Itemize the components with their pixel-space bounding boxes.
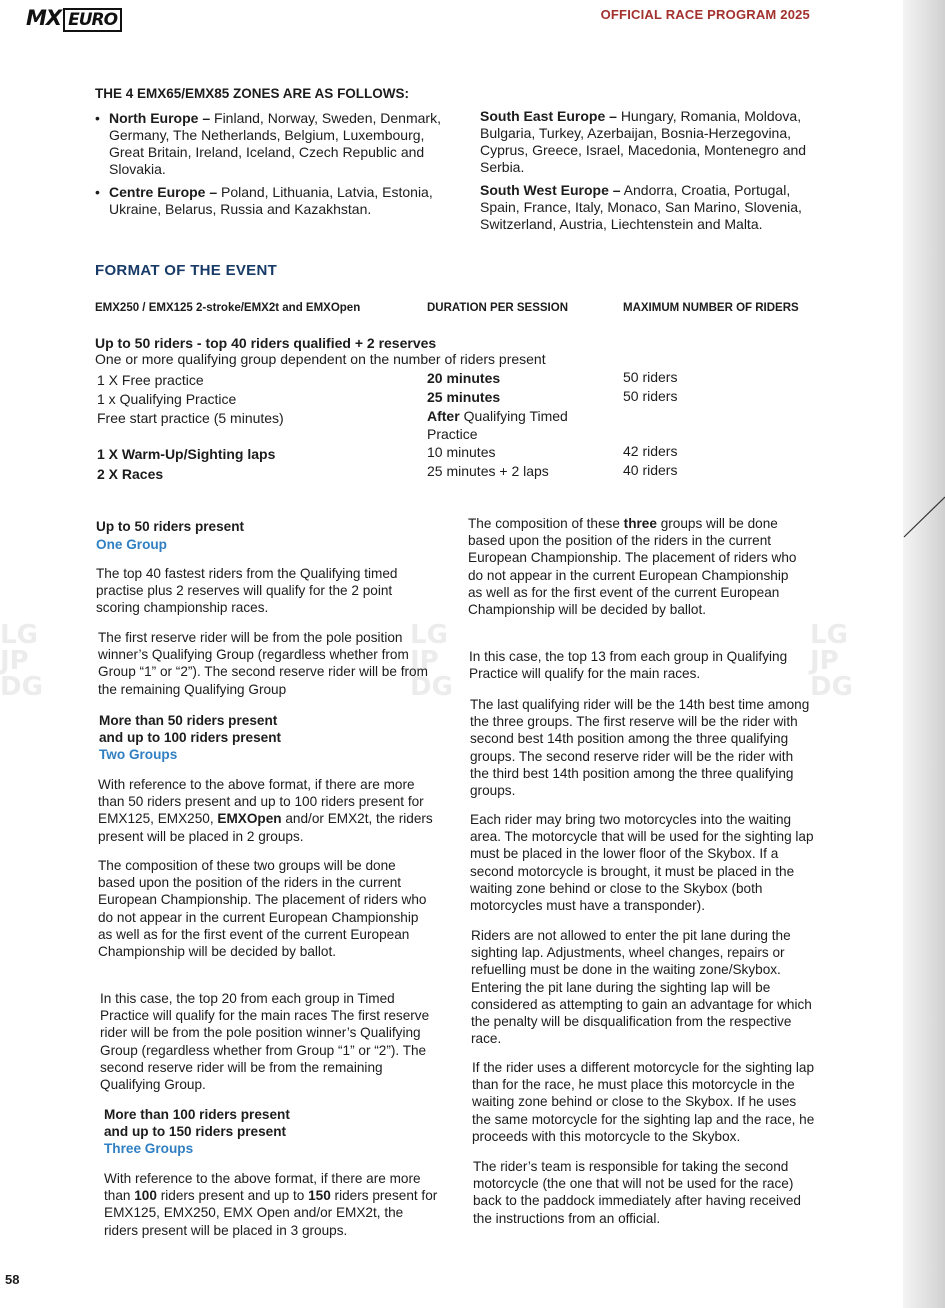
section-title: FORMAT OF THE EVENT [95,262,278,279]
paragraph: If the rider uses a different motorcycle for the sighting lap than for the race, he must place this motorcycle in the waiting zone behind or close to the Skybox. If he uses the same motorcycle for the sighting lap and the race, he proceeds with this motorcycle to the Skybox. [472,1060,815,1144]
paragraph: The last qualifying rider will be the 14th best time among the three groups. The first reserve will be the rider with second best 14th position among the three qualifying groups. The second reserve rider will be the rider with the third best 14th position among the three qualifying groups. [470,697,810,799]
paragraph: With reference to the above format, if there are more than 50 riders present and up to 100 riders present for EMX125, EMX250, EMXOpen and/or EMX2t, the riders present will be placed in 2 groups. [98,777,433,844]
table-cell-session: 1 X Free practice [97,372,204,388]
program-title: OFFICIAL RACE PROGRAM 2025 [600,7,810,22]
table-cell-duration: After Qualifying Timed Practice [427,408,568,442]
format-intro: One or more qualifying group dependent on the number of riders present [95,351,546,367]
subsection-subheading: Two Groups [99,747,178,762]
table-cell-session: 1 X Warm-Up/Sighting laps [97,446,276,462]
paragraph: The composition of these two groups will be done based upon the position of the riders in the current European Championship. The placement of riders who do not appear in the current European Championship as well as for the first event of the current European Championship will be decided by ballot. [98,858,427,960]
paragraph: Each rider may bring two motorcycles into the waiting area. The motorcycle that will be used for the sighting lap must be placed in the lower floor of the Skybox. If a second motorcycle is brought, it must be placed in the waiting zone behind or close to the Skybox (both motorcycles must have a transponder). [470,812,814,914]
paragraph: The top 40 fastest riders from the Qualifying timed practise plus 2 reserves will qualify for the 2 point scoring championship races. [96,566,398,616]
zone-item: South East Europe – Hungary, Romania, Moldova, Bulgaria, Turkey, Azerbaijan, Bosnia-Herzegovina, Cyprus, Greece, Israel, Macedonia, Montenegro and Serbia. [480,108,807,175]
paragraph: In this case, the top 20 from each group in Timed Practice will qualify for the main races The first reserve rider will be from the pole position winner’s Qualifying Group (regardless whether from Group “1” or “2”). The second reserve rider will be from the remaining Qualifying Group. [100,991,430,1093]
paragraph: The first reserve rider will be from the pole position winner’s Qualifying Group (regardless whether from Group “1” or “2”). The second reserve rider will be from the remaining Qualifying Group [98,630,428,697]
table-cell-duration: 20 minutes [427,370,501,386]
zone-item: South West Europe – Andorra, Croatia, Portugal, Spain, France, Italy, Monaco, San Marino, Slovenia, Switzerland, Austria, Liechtenstein and Malta. [480,182,802,232]
zones-title: THE 4 EMX65/EMX85 ZONES ARE AS FOLLOWS: [95,86,410,101]
subsection-subheading: One Group [96,537,167,552]
table-cell-riders: 50 riders [623,388,678,404]
table-cell-riders: 50 riders [623,369,678,385]
paragraph: The rider’s team is responsible for taking the second motorcycle (the one that will not be used for the race) back to the paddock immediately after having received the instructions from an official. [473,1159,801,1226]
format-intro-heading: Up to 50 riders - top 40 riders qualified + 2 reserves [95,335,437,351]
zone-item: • Centre Europe – Poland, Lithuania, Latvia, Estonia, Ukraine, Belarus, Russia and Kazakhstan. [95,184,433,217]
table-cell-duration: 25 minutes [427,389,501,405]
subsection-heading: More than 100 riders present [104,1107,290,1122]
zone-item: • North Europe – Finland, Norway, Sweden, Denmark, Germany, The Netherlands, Belgium, Luxembourg, Great Britain, Ireland, Iceland, Czech Republic and Slovakia. [95,110,441,177]
table-cell-session: Free start practice (5 minutes) [97,410,284,426]
table-cell-duration: 10 minutes [427,444,496,460]
subsection-heading: and up to 100 riders present [99,730,282,745]
paragraph: In this case, the top 13 from each group in Qualifying Practice will qualify for the main races. [469,649,788,682]
column-header-class: EMX250 / EMX125 2-stroke/EMX2t and EMXOpen [95,302,361,314]
page-number: 58 [5,1272,20,1287]
scan-fold-line [900,495,945,540]
subsection-heading: Up to 50 riders present [96,519,245,534]
table-cell-riders: 42 riders [623,443,678,459]
table-cell-duration: 25 minutes + 2 laps [427,463,549,479]
subsection-subheading: Three Groups [104,1141,194,1156]
column-header-riders: MAXIMUM NUMBER OF RIDERS [623,302,799,314]
paragraph: The composition of these three groups will be done based upon the position of the riders in the current European Championship. The placement of riders who do not appear in the current European Championship as well as for the first event of the current European Championship will be decided by ballot. [468,516,797,618]
subsection-heading: and up to 150 riders present [104,1124,287,1139]
subsection-heading: More than 50 riders present [99,713,278,728]
table-cell-session: 2 X Races [97,466,164,482]
bullet-icon: • [95,110,100,126]
column-header-duration: DURATION PER SESSION [427,302,568,314]
paragraph: With reference to the above format, if there are more than 100 riders present and up to 150 riders present for EMX125, EMX250, EMX Open and/or EMX2t, the riders present will be placed in 3 groups. [104,1171,438,1238]
table-cell-riders: 40 riders [623,462,678,478]
bullet-icon: • [95,184,100,200]
watermark: LG JP DG [0,620,43,702]
paragraph: Riders are not allowed to enter the pit lane during the sighting lap. Adjustments, wheel changes, repairs or refuelling must be done in the waiting zone/Skybox. Entering the pit lane during the sighting lap will be considered as attempting to gain an advantage for which the penalty will be disqualification from the respective race. [471,928,812,1047]
watermark: LG JP DG [810,620,853,702]
mxeuro-logo: MX EURO [26,6,122,30]
watermark: LG JP DG [410,620,453,702]
table-cell-session: 1 x Qualifying Practice [97,391,237,407]
